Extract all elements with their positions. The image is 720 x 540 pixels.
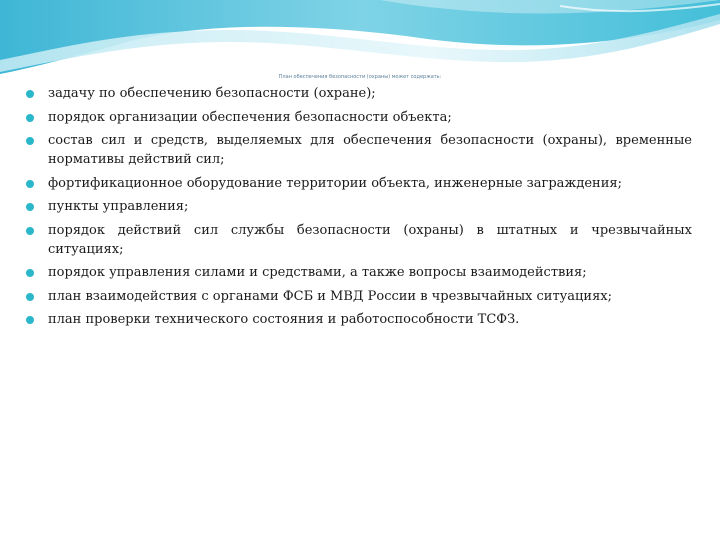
list-item — [26, 221, 692, 259]
list-item-text: фортификационное оборудование территории объекта, инженерные заграждения; — [48, 175, 622, 191]
slide-title: План обеспечения безопасности (охраны) может содержать: — [278, 74, 442, 80]
list-item-text: состав сил и средств, выделяемых для обеспечения безопасности (охраны), временные нормативы действий сил; — [48, 133, 692, 167]
list-item-text: порядок организации обеспечения безопасности объекта; — [48, 109, 452, 125]
circle-bullet-icon — [26, 227, 34, 235]
list-item — [26, 310, 692, 329]
list-item — [26, 108, 692, 127]
list-item — [26, 263, 692, 282]
list-item-text: порядок действий сил службы безопасности (охраны) в штатных и чрезвычайных ситуациях; — [48, 222, 692, 257]
list-item — [26, 84, 692, 103]
circle-bullet-icon — [26, 203, 34, 211]
list-item-text: план проверки технического состояния и работоспособности ТСФЗ. — [48, 312, 520, 327]
circle-bullet-icon — [26, 293, 34, 301]
list-item-text: задачу по обеспечению безопасности (охране); — [48, 86, 376, 101]
circle-bullet-icon — [26, 114, 34, 122]
list-item-text: пункты управления; — [48, 199, 189, 214]
circle-bullet-icon — [26, 269, 34, 277]
circle-bullet-icon — [26, 90, 34, 98]
circle-bullet-icon — [26, 316, 34, 324]
list-item-text: порядок управления силами и средствами, а также вопросы взаимодействия; — [48, 265, 587, 280]
list-item — [26, 131, 692, 169]
circle-bullet-icon — [26, 180, 34, 188]
list-item-text: план взаимодействия с органами ФСБ и МВД России в чрезвычайных ситуациях; — [48, 288, 612, 304]
list-item — [26, 197, 692, 216]
list-item — [26, 174, 692, 193]
bullet-list — [26, 84, 692, 334]
circle-bullet-icon — [26, 137, 34, 145]
list-item — [26, 287, 692, 306]
